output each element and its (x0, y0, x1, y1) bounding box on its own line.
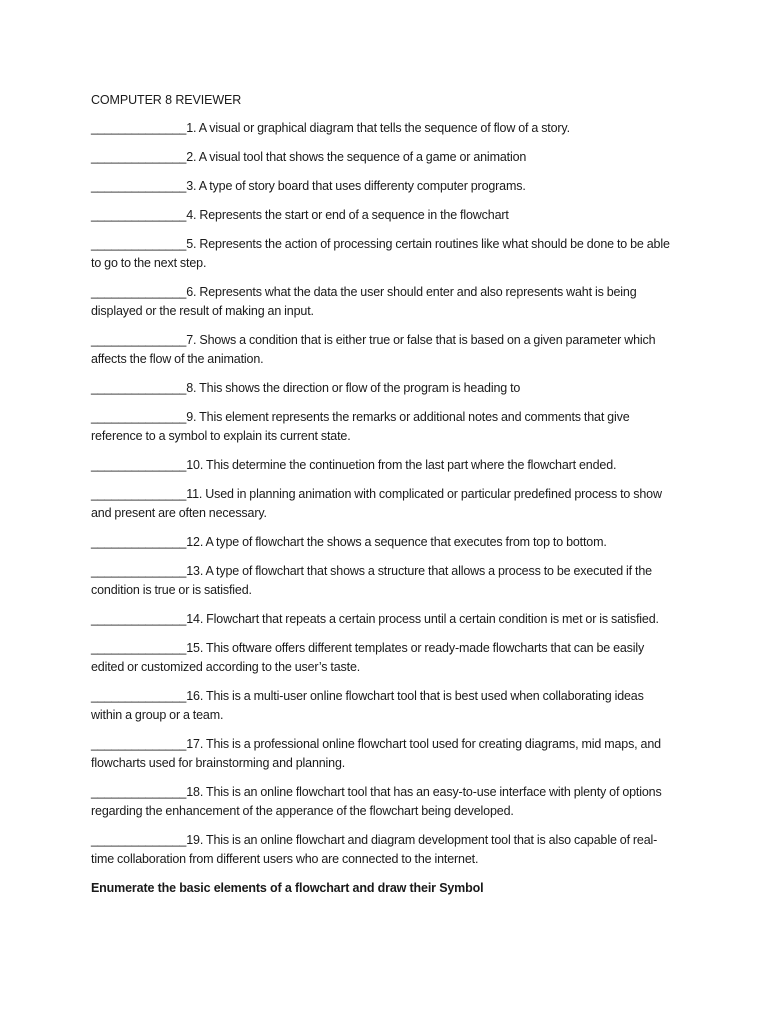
answer-blank: ______________ (91, 208, 187, 222)
enumeration-instruction: Enumerate the basic elements of a flowchart and draw their Symbol (91, 881, 484, 895)
question-list (91, 119, 677, 869)
question-text: 4. Represents the start or end of a sequence in the flowchart (186, 208, 509, 222)
question-item-12 (91, 533, 677, 552)
answer-blank: ______________ (91, 333, 187, 347)
question-text: 12. A type of flowchart the shows a sequence that executes from top to bottom. (186, 535, 607, 549)
answer-blank: ______________ (91, 285, 187, 299)
question-text: 13. A type of flowchart that shows a structure that allows a process to be executed if the condition is true or is satisfied. (91, 564, 652, 597)
answer-blank: ______________ (91, 737, 187, 751)
question-text: 1. A visual or graphical diagram that tells the sequence of flow of a story. (186, 121, 570, 135)
question-item-10 (91, 456, 677, 475)
answer-blank: ______________ (91, 689, 187, 703)
question-item-6 (91, 283, 677, 321)
question-item-1 (91, 119, 677, 138)
answer-blank: ______________ (91, 410, 187, 424)
question-text: 11. Used in planning animation with complicated or particular predefined process to show and present are often necessary. (91, 487, 662, 520)
document-title: COMPUTER 8 REVIEWER (91, 93, 242, 107)
question-item-5 (91, 235, 677, 273)
question-text: 15. This oftware offers different templates or ready-made flowcharts that can be easily edited or customized according to the user’s taste. (91, 641, 645, 674)
answer-blank: ______________ (91, 785, 187, 799)
question-text: 2. A visual tool that shows the sequence of a game or animation (186, 150, 527, 164)
document-page (91, 90, 677, 898)
question-text: 14. Flowchart that repeats a certain process until a certain condition is met or is satisfied. (186, 612, 659, 626)
question-item-18 (91, 783, 677, 821)
answer-blank: ______________ (91, 150, 187, 164)
answer-blank: ______________ (91, 487, 187, 501)
answer-blank: ______________ (91, 833, 187, 847)
question-item-3 (91, 177, 677, 196)
question-item-13 (91, 562, 677, 600)
answer-blank: ______________ (91, 381, 187, 395)
question-item-9 (91, 408, 677, 446)
answer-blank: ______________ (91, 121, 187, 135)
question-item-16 (91, 687, 677, 725)
question-text: 9. This element represents the remarks or additional notes and comments that give reference to a symbol to explain its current state. (91, 410, 630, 443)
question-text: 8. This shows the direction or flow of the program is heading to (186, 381, 521, 395)
question-text: 18. This is an online flowchart tool that has an easy-to-use interface with plenty of options regarding the enhancement of the apperance of the flowchart being developed. (91, 785, 662, 818)
question-item-14 (91, 610, 677, 629)
question-item-2 (91, 148, 677, 167)
answer-blank: ______________ (91, 237, 187, 251)
question-text: 7. Shows a condition that is either true or false that is based on a given parameter which affects the flow of the animation. (91, 333, 656, 366)
question-text: 5. Represents the action of processing certain routines like what should be done to be able to go to the next step. (91, 237, 670, 270)
answer-blank: ______________ (91, 179, 187, 193)
answer-blank: ______________ (91, 641, 187, 655)
question-item-19 (91, 831, 677, 869)
answer-blank: ______________ (91, 564, 187, 578)
question-item-7 (91, 331, 677, 369)
question-text: 17. This is a professional online flowchart tool used for creating diagrams, mid maps, and flowcharts used for brainstorming and planning. (91, 737, 661, 770)
answer-blank: ______________ (91, 458, 187, 472)
question-item-17 (91, 735, 677, 773)
question-item-4 (91, 206, 677, 225)
answer-blank: ______________ (91, 612, 187, 626)
question-text: 6. Represents what the data the user should enter and also represents waht is being displayed or the result of making an input. (91, 285, 637, 318)
question-text: 19. This is an online flowchart and diagram development tool that is also capable of real-time collaboration from different users who are connected to the internet. (91, 833, 658, 866)
question-text: 16. This is a multi-user online flowchart tool that is best used when collaborating ideas within a group or a team. (91, 689, 644, 722)
answer-blank: ______________ (91, 535, 187, 549)
question-item-8 (91, 379, 677, 398)
question-text: 3. A type of story board that uses differenty computer programs. (186, 179, 526, 193)
question-text: 10. This determine the continuetion from the last part where the flowchart ended. (186, 458, 617, 472)
question-item-15 (91, 639, 677, 677)
question-item-11 (91, 485, 677, 523)
